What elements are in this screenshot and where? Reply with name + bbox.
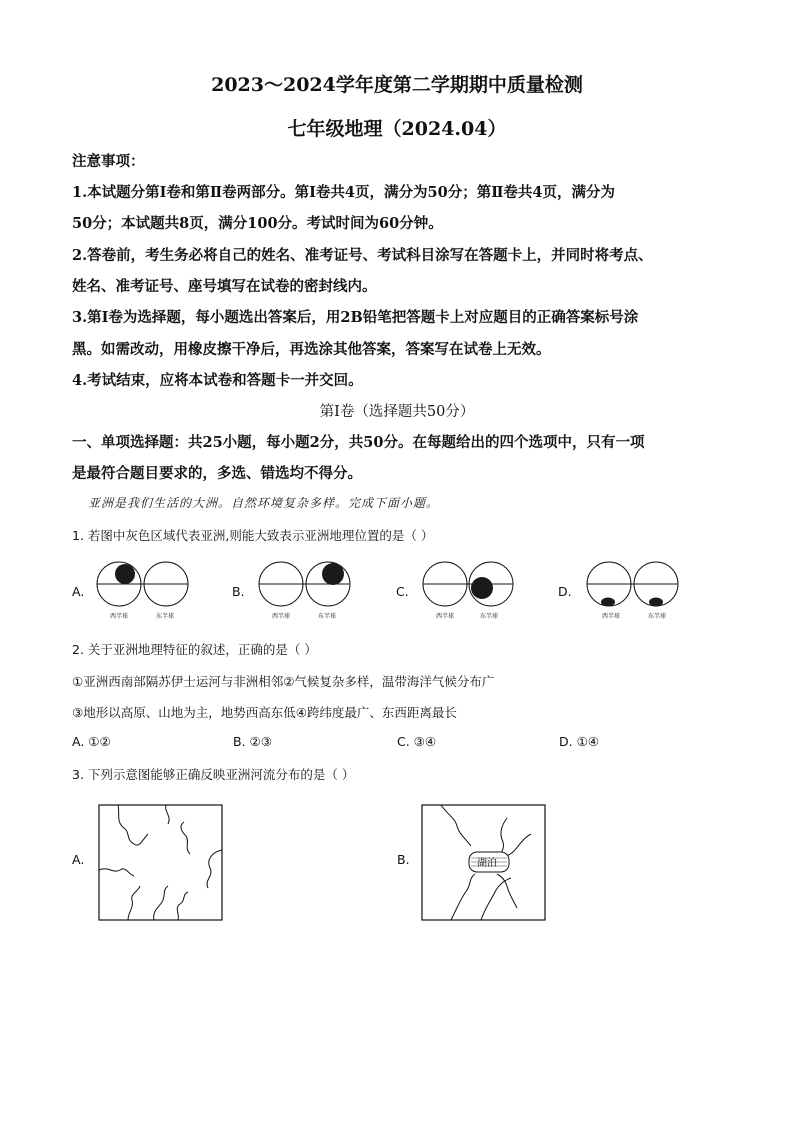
east-hemisphere-label: 东半球 bbox=[480, 613, 499, 620]
q2-option-a: A. ①② bbox=[72, 734, 111, 749]
notes-line-7: 4.考试结束，应将本试卷和答题卡一并交回。 bbox=[72, 372, 363, 389]
notes-line-6: 黑。如需改动，用橡皮擦干净后，再选涂其他答案，答案写在试卷上无效。 bbox=[72, 341, 551, 358]
q1-stem: 1. 若图中灰色区域代表亚洲,则能大致表示亚洲地理位置的是（ ） bbox=[72, 528, 434, 543]
west-hemisphere-label: 西半球 bbox=[602, 613, 621, 620]
section-instruction-2: 是最符合题目要求的，多选、错选均不得分。 bbox=[72, 465, 362, 482]
west-hemisphere-label: 西半球 bbox=[272, 613, 291, 620]
region-shape-east bbox=[649, 598, 663, 607]
section-instruction-1: 一、单项选择题：共25小题，每小题2分，共50分。在每题给出的四个选项中，只有一项 bbox=[72, 434, 645, 451]
q3-option-b-map bbox=[421, 804, 547, 922]
q1-option-b-label: B. bbox=[232, 584, 245, 599]
q2-statement-line-1: ①亚洲西南部隔苏伊士运河与非洲相邻②气候复杂多样，温带海洋气候分布广 bbox=[72, 674, 495, 689]
notes-line-1: 1.本试题分第Ⅰ卷和第Ⅱ卷两部分。第Ⅰ卷共4页，满分为50分；第Ⅱ卷共4页，满分为 bbox=[72, 184, 615, 201]
east-hemisphere-label: 东半球 bbox=[318, 613, 337, 620]
q2-statement-line-2: ③地形以高原、山地为主，地势西高东低④跨纬度最广、东西距离最长 bbox=[72, 705, 457, 720]
q1-option-c-diagram bbox=[420, 560, 520, 622]
q2-stem: 2. 关于亚洲地理特征的叙述，正确的是（ ） bbox=[72, 642, 317, 657]
q1-option-d-diagram bbox=[584, 560, 684, 622]
q1-hemisphere-labels bbox=[96, 607, 366, 623]
q3-option-b-label: B. bbox=[397, 852, 410, 867]
asia-region-shape bbox=[322, 563, 344, 585]
notes-line-3: 2.答卷前，考生务必将自己的姓名、准考证号、考试科目涂写在答题卡上，并同时将考点、 bbox=[72, 247, 653, 264]
q3-option-a-map bbox=[98, 804, 224, 922]
q3-option-a-label: A. bbox=[72, 852, 85, 867]
asia-region-shape bbox=[115, 564, 135, 584]
q1-option-a-label: A. bbox=[72, 584, 85, 599]
notes-heading: 注意事项： bbox=[72, 153, 145, 170]
lake-label: 湖泊 bbox=[477, 858, 497, 869]
notes-line-2: 50分；本试题共8页，满分100分。考试时间为60分钟。 bbox=[72, 215, 443, 232]
west-hemisphere-label: 西半球 bbox=[436, 613, 455, 620]
exam-subtitle: 七年级地理（2024.04） bbox=[287, 118, 507, 140]
exam-title: 2023～2024学年度第二学期期中质量检测 bbox=[211, 74, 583, 96]
east-hemisphere-label: 东半球 bbox=[156, 613, 175, 620]
section-title: 第Ⅰ卷（选择题共50分） bbox=[319, 404, 475, 420]
q2-option-b: B. ②③ bbox=[233, 734, 272, 749]
region-shape-west bbox=[601, 598, 615, 607]
q1-option-c-label: C. bbox=[396, 584, 409, 599]
notes-line-5: 3.第Ⅰ卷为选择题，每小题选出答案后，用2B铅笔把答题卡上对应题目的正确答案标号涂 bbox=[72, 309, 639, 326]
notes-line-4: 姓名、准考证号、座号填写在试卷的密封线内。 bbox=[72, 278, 377, 295]
q3-stem: 3. 下列示意图能够正确反映亚洲河流分布的是（ ） bbox=[72, 767, 355, 782]
q2-option-c: C. ③④ bbox=[397, 734, 437, 749]
question-group-intro: 亚洲是我们生活的大洲。自然环境复杂多样。完成下面小题。 bbox=[88, 496, 440, 510]
asia-region-shape bbox=[471, 577, 493, 599]
q1-option-d-label: D. bbox=[558, 584, 572, 599]
q2-option-d: D. ①④ bbox=[559, 734, 599, 749]
east-hemisphere-label: 东半球 bbox=[648, 613, 667, 620]
west-hemisphere-label: 西半球 bbox=[110, 613, 129, 620]
